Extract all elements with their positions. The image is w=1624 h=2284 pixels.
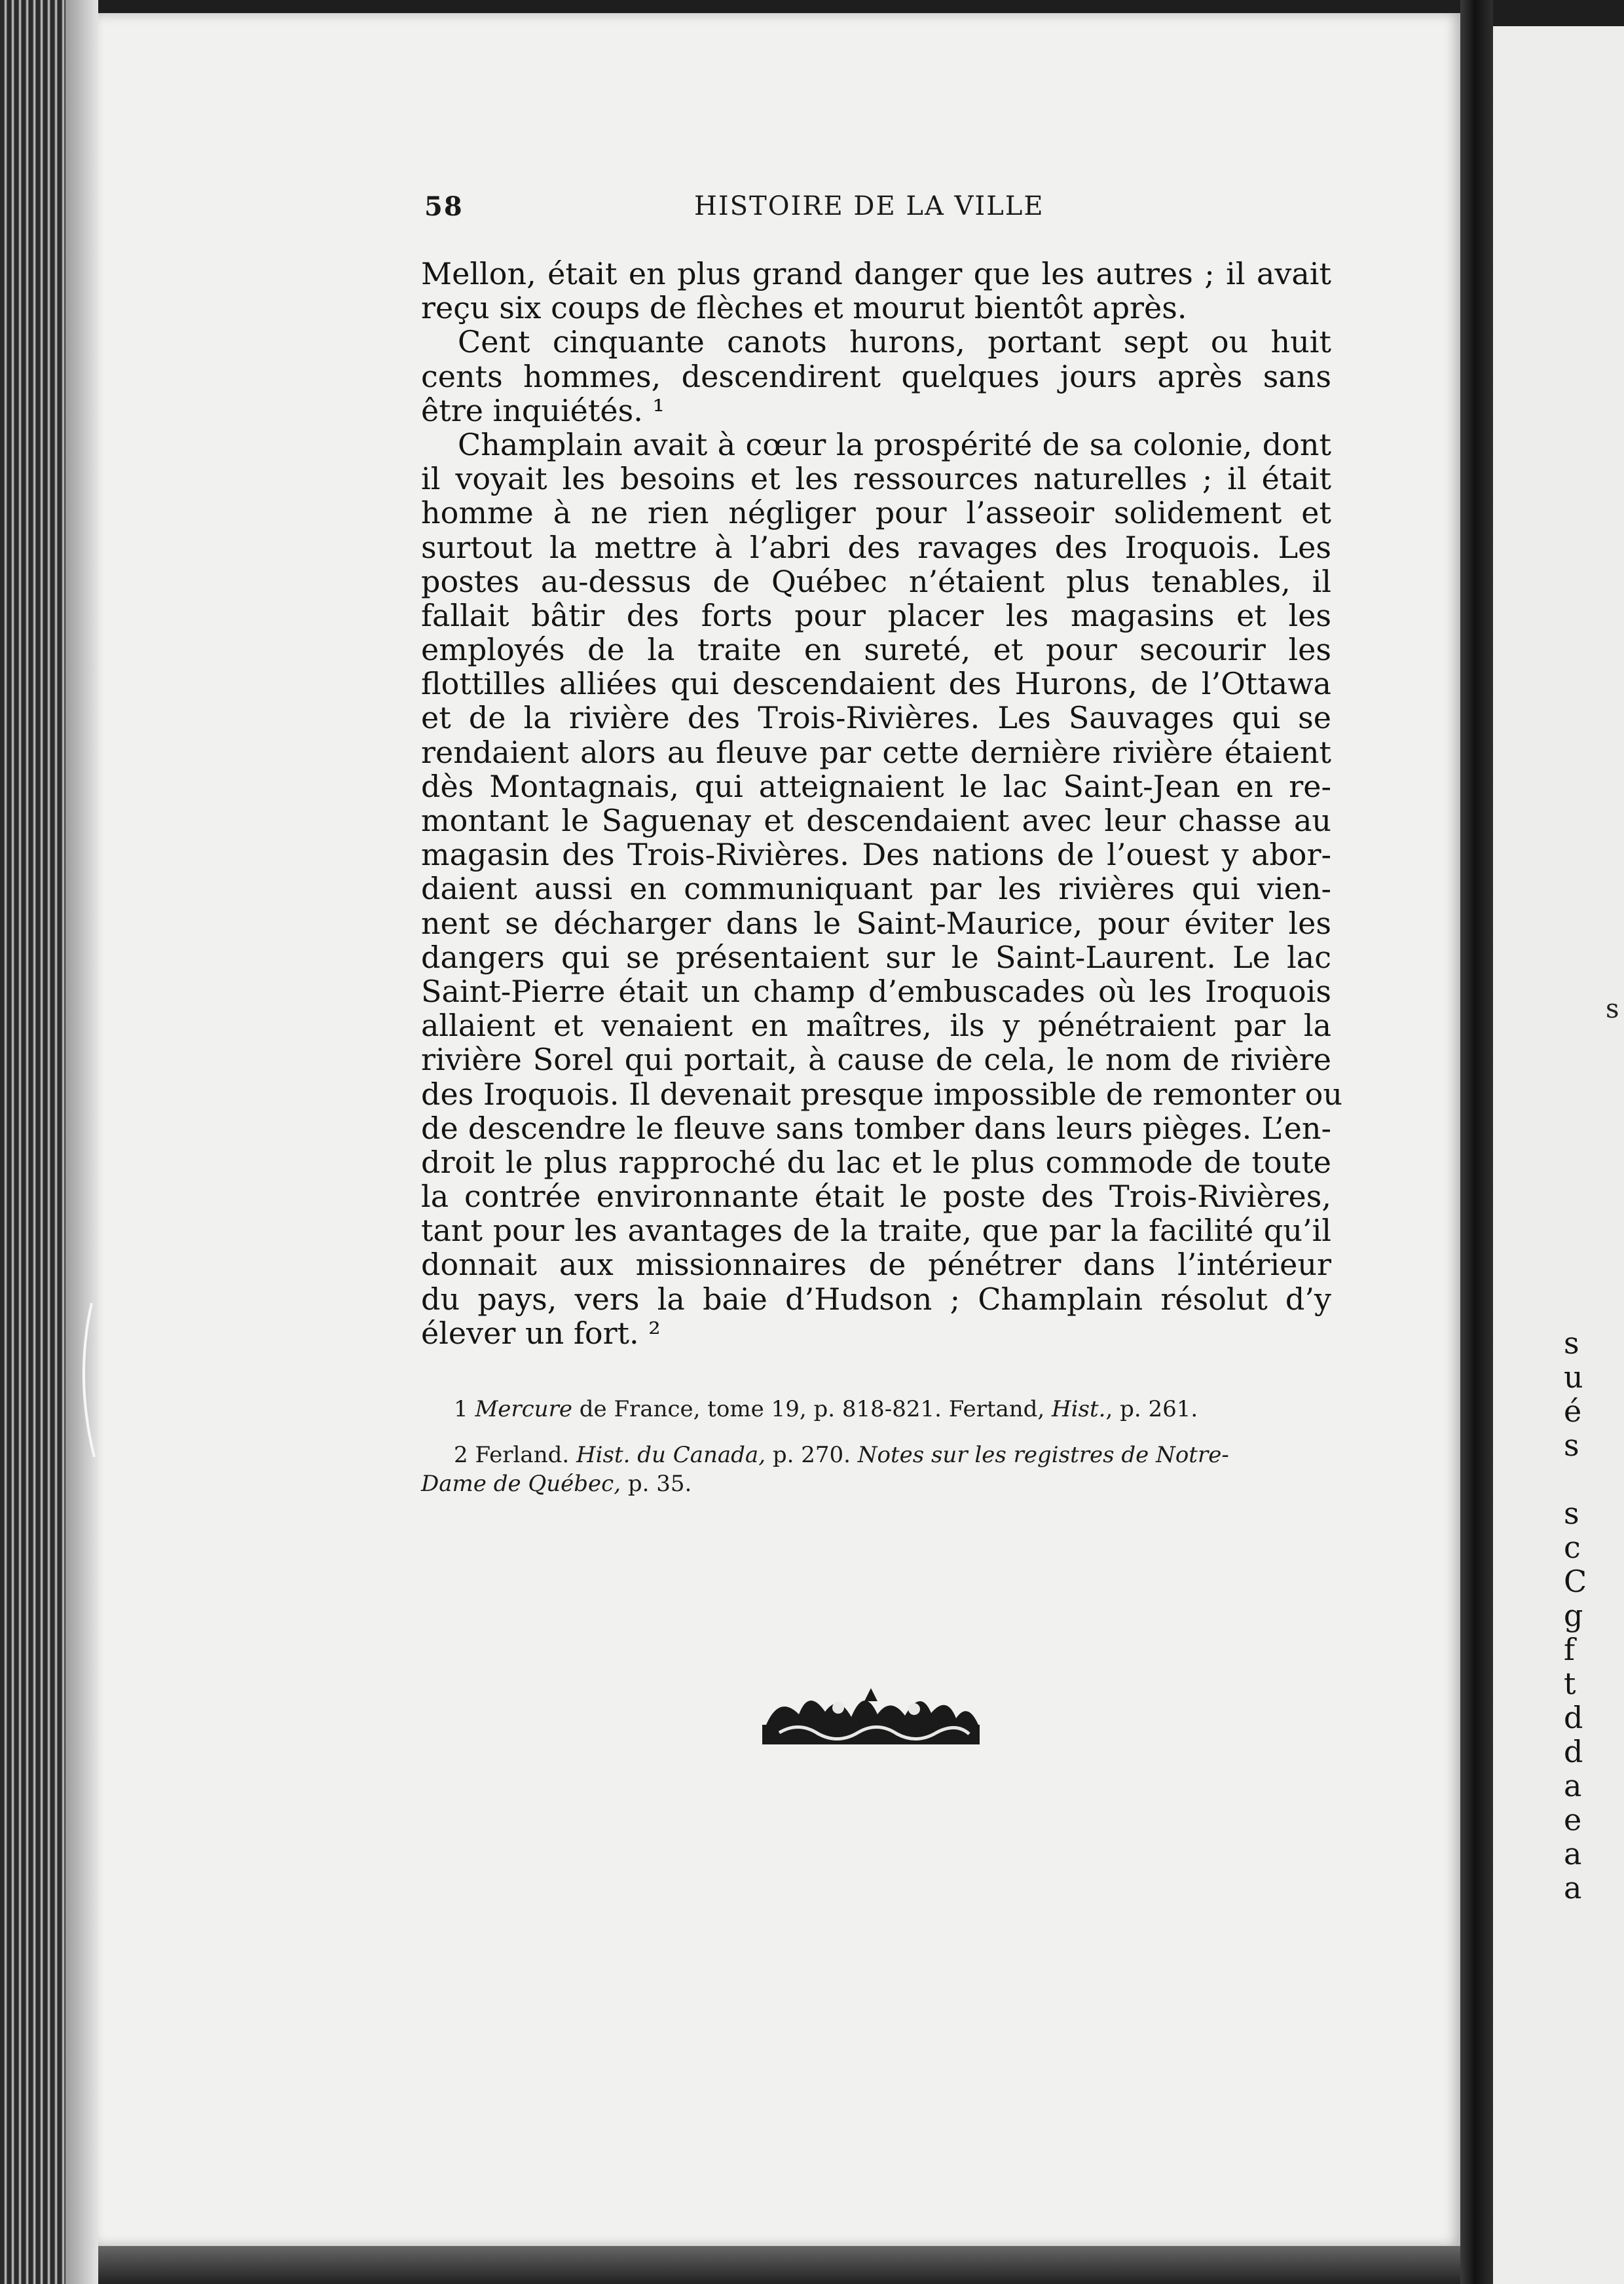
footnote-text: , p. 261. <box>1105 1396 1198 1422</box>
text-line: nent se décharger dans le Saint-Maurice, pour éviter les <box>421 905 1331 941</box>
footnote-source: Hist. du Canada, <box>576 1442 766 1468</box>
text-line: rendaient alors au fleuve par cette dernière rivière étaient <box>421 734 1331 770</box>
text-line: surtout la mettre à l’abri des ravages des Iroquois. Les <box>421 529 1331 565</box>
text-line: flottilles alliées qui descendaient des Hurons, de l’Ottawa <box>421 666 1331 702</box>
text-line: droit le plus rapproché du lac et le plus commode de toute <box>421 1144 1331 1180</box>
facing-page-letter: a <box>1564 1870 1582 1906</box>
facing-page-letter: f <box>1564 1632 1576 1667</box>
text-line: daient aussi en communiquant par les rivières qui vien- <box>421 871 1331 907</box>
footnote-1 <box>421 1395 1331 1424</box>
text-line: Mellon, était en plus grand danger que les autres ; il avait <box>421 256 1331 291</box>
text-line: reçu six coups de flèches et mourut bientôt après. <box>421 290 1187 326</box>
text-line: et de la rivière des Trois-Rivières. Les Sauvages qui se <box>421 700 1331 736</box>
footnote-2 <box>421 1441 1331 1469</box>
facing-page-letter: s <box>1564 1428 1579 1463</box>
facing-page-letter: a <box>1564 1836 1582 1871</box>
text-line: élever un fort. ² <box>421 1315 661 1351</box>
facing-page-letter: u <box>1564 1359 1583 1395</box>
text-line: homme à ne rien négliger pour l’asseoir solidement et <box>421 495 1331 531</box>
facing-page-letter: s <box>1564 1325 1579 1361</box>
text-line: des Iroquois. Il devenait presque impossible de remonter ou <box>421 1076 1342 1112</box>
running-title: HISTOIRE DE LA VILLE <box>694 191 1044 221</box>
text-line: de descendre le fleuve sans tomber dans leurs pièges. L’en- <box>421 1110 1331 1146</box>
footnote-text: p. 35. <box>621 1471 692 1497</box>
body-text <box>421 256 1342 1351</box>
page-number: 58 <box>424 191 464 222</box>
facing-page-edge <box>1493 26 1624 2284</box>
facing-page-letters <box>1564 1326 1587 1905</box>
margin-pencil-mark <box>72 1300 98 1464</box>
text-line: il voyait les besoins et les ressources naturelles ; il était <box>421 461 1331 497</box>
facing-page-letter: t <box>1564 1666 1576 1701</box>
text-line: du pays, vers la baie d’Hudson ; Champlain résolut d’y <box>421 1281 1331 1317</box>
footnote-2-continued <box>421 1469 1331 1498</box>
text-line: fallait bâtir des forts pour placer les magasins et les <box>421 597 1331 633</box>
facing-page-letter: s <box>1606 994 1619 1024</box>
facing-page-letter: d <box>1564 1734 1583 1769</box>
facing-page-letter <box>1564 1462 1587 1496</box>
text-line: donnait aux missionnaires de pénétrer dans l’intérieur <box>421 1247 1331 1283</box>
book-gutter <box>1460 0 1493 2284</box>
footnote-source: Hist. <box>1052 1396 1106 1422</box>
text-line: allaient et venaient en maîtres, ils y pénétraient par la <box>421 1008 1331 1044</box>
footnotes <box>421 1395 1331 1498</box>
tailpiece-ornament <box>760 1682 982 1754</box>
facing-page-letter: é <box>1564 1393 1582 1429</box>
text-line: être inquiétés. ¹ <box>421 392 665 428</box>
facing-page-letter: d <box>1564 1700 1583 1735</box>
footnote-text: p. 270. <box>766 1442 858 1468</box>
text-line: Saint-Pierre était un champ d’embuscades où les Iroquois <box>421 973 1331 1009</box>
facing-page-letter: C <box>1564 1564 1587 1599</box>
footnote-source: Notes sur les registres de Notre- <box>857 1442 1229 1468</box>
footnote-text: Ferland. <box>468 1442 576 1468</box>
text-line: tant pour les avantages de la traite, que par la facilité qu’il <box>421 1213 1331 1249</box>
text-line: Champlain avait à cœur la prospérité de sa colonie, dont <box>458 426 1331 462</box>
text-line: la contrée environnante était le poste des Trois-Rivières, <box>421 1179 1331 1215</box>
text-line: employés de la traite en sureté, et pour secourir les <box>421 632 1331 668</box>
footnote-number: 2 <box>454 1442 468 1468</box>
text-line: cents hommes, descendirent quelques jours après sans <box>421 358 1331 394</box>
facing-page-letter: c <box>1564 1530 1581 1565</box>
text-line: dangers qui se présentaient sur le Saint-Laurent. Le lac <box>421 939 1331 975</box>
page-bottom-shadow <box>98 2246 1460 2284</box>
footnote-text: de France, tome 19, p. 818-821. Fertand, <box>572 1396 1052 1422</box>
page-edge-highlight <box>65 0 98 2284</box>
footnote-number: 1 <box>454 1396 468 1422</box>
facing-page-letter: s <box>1564 1496 1579 1531</box>
text-line: postes au-dessus de Québec n’étaient plus tenables, il <box>421 563 1331 599</box>
footnote-source: Mercure <box>475 1396 572 1422</box>
facing-page-letter: g <box>1564 1598 1583 1633</box>
text-line: montant le Saguenay et descendaient avec leur chasse au <box>421 803 1331 838</box>
text-line: magasin des Trois-Rivières. Des nations de l’ouest y abor- <box>421 837 1331 873</box>
text-line: dès Montagnais, qui atteignaient le lac Saint-Jean en re- <box>421 768 1331 804</box>
text-line: rivière Sorel qui portait, à cause de cela, le nom de rivière <box>421 1042 1331 1078</box>
facing-page-letter: e <box>1564 1802 1582 1837</box>
footnote-source: Dame de Québec, <box>421 1471 621 1497</box>
facing-page-letter: a <box>1564 1768 1582 1803</box>
text-line: Cent cinquante canots hurons, portant sept ou huit <box>458 324 1331 360</box>
